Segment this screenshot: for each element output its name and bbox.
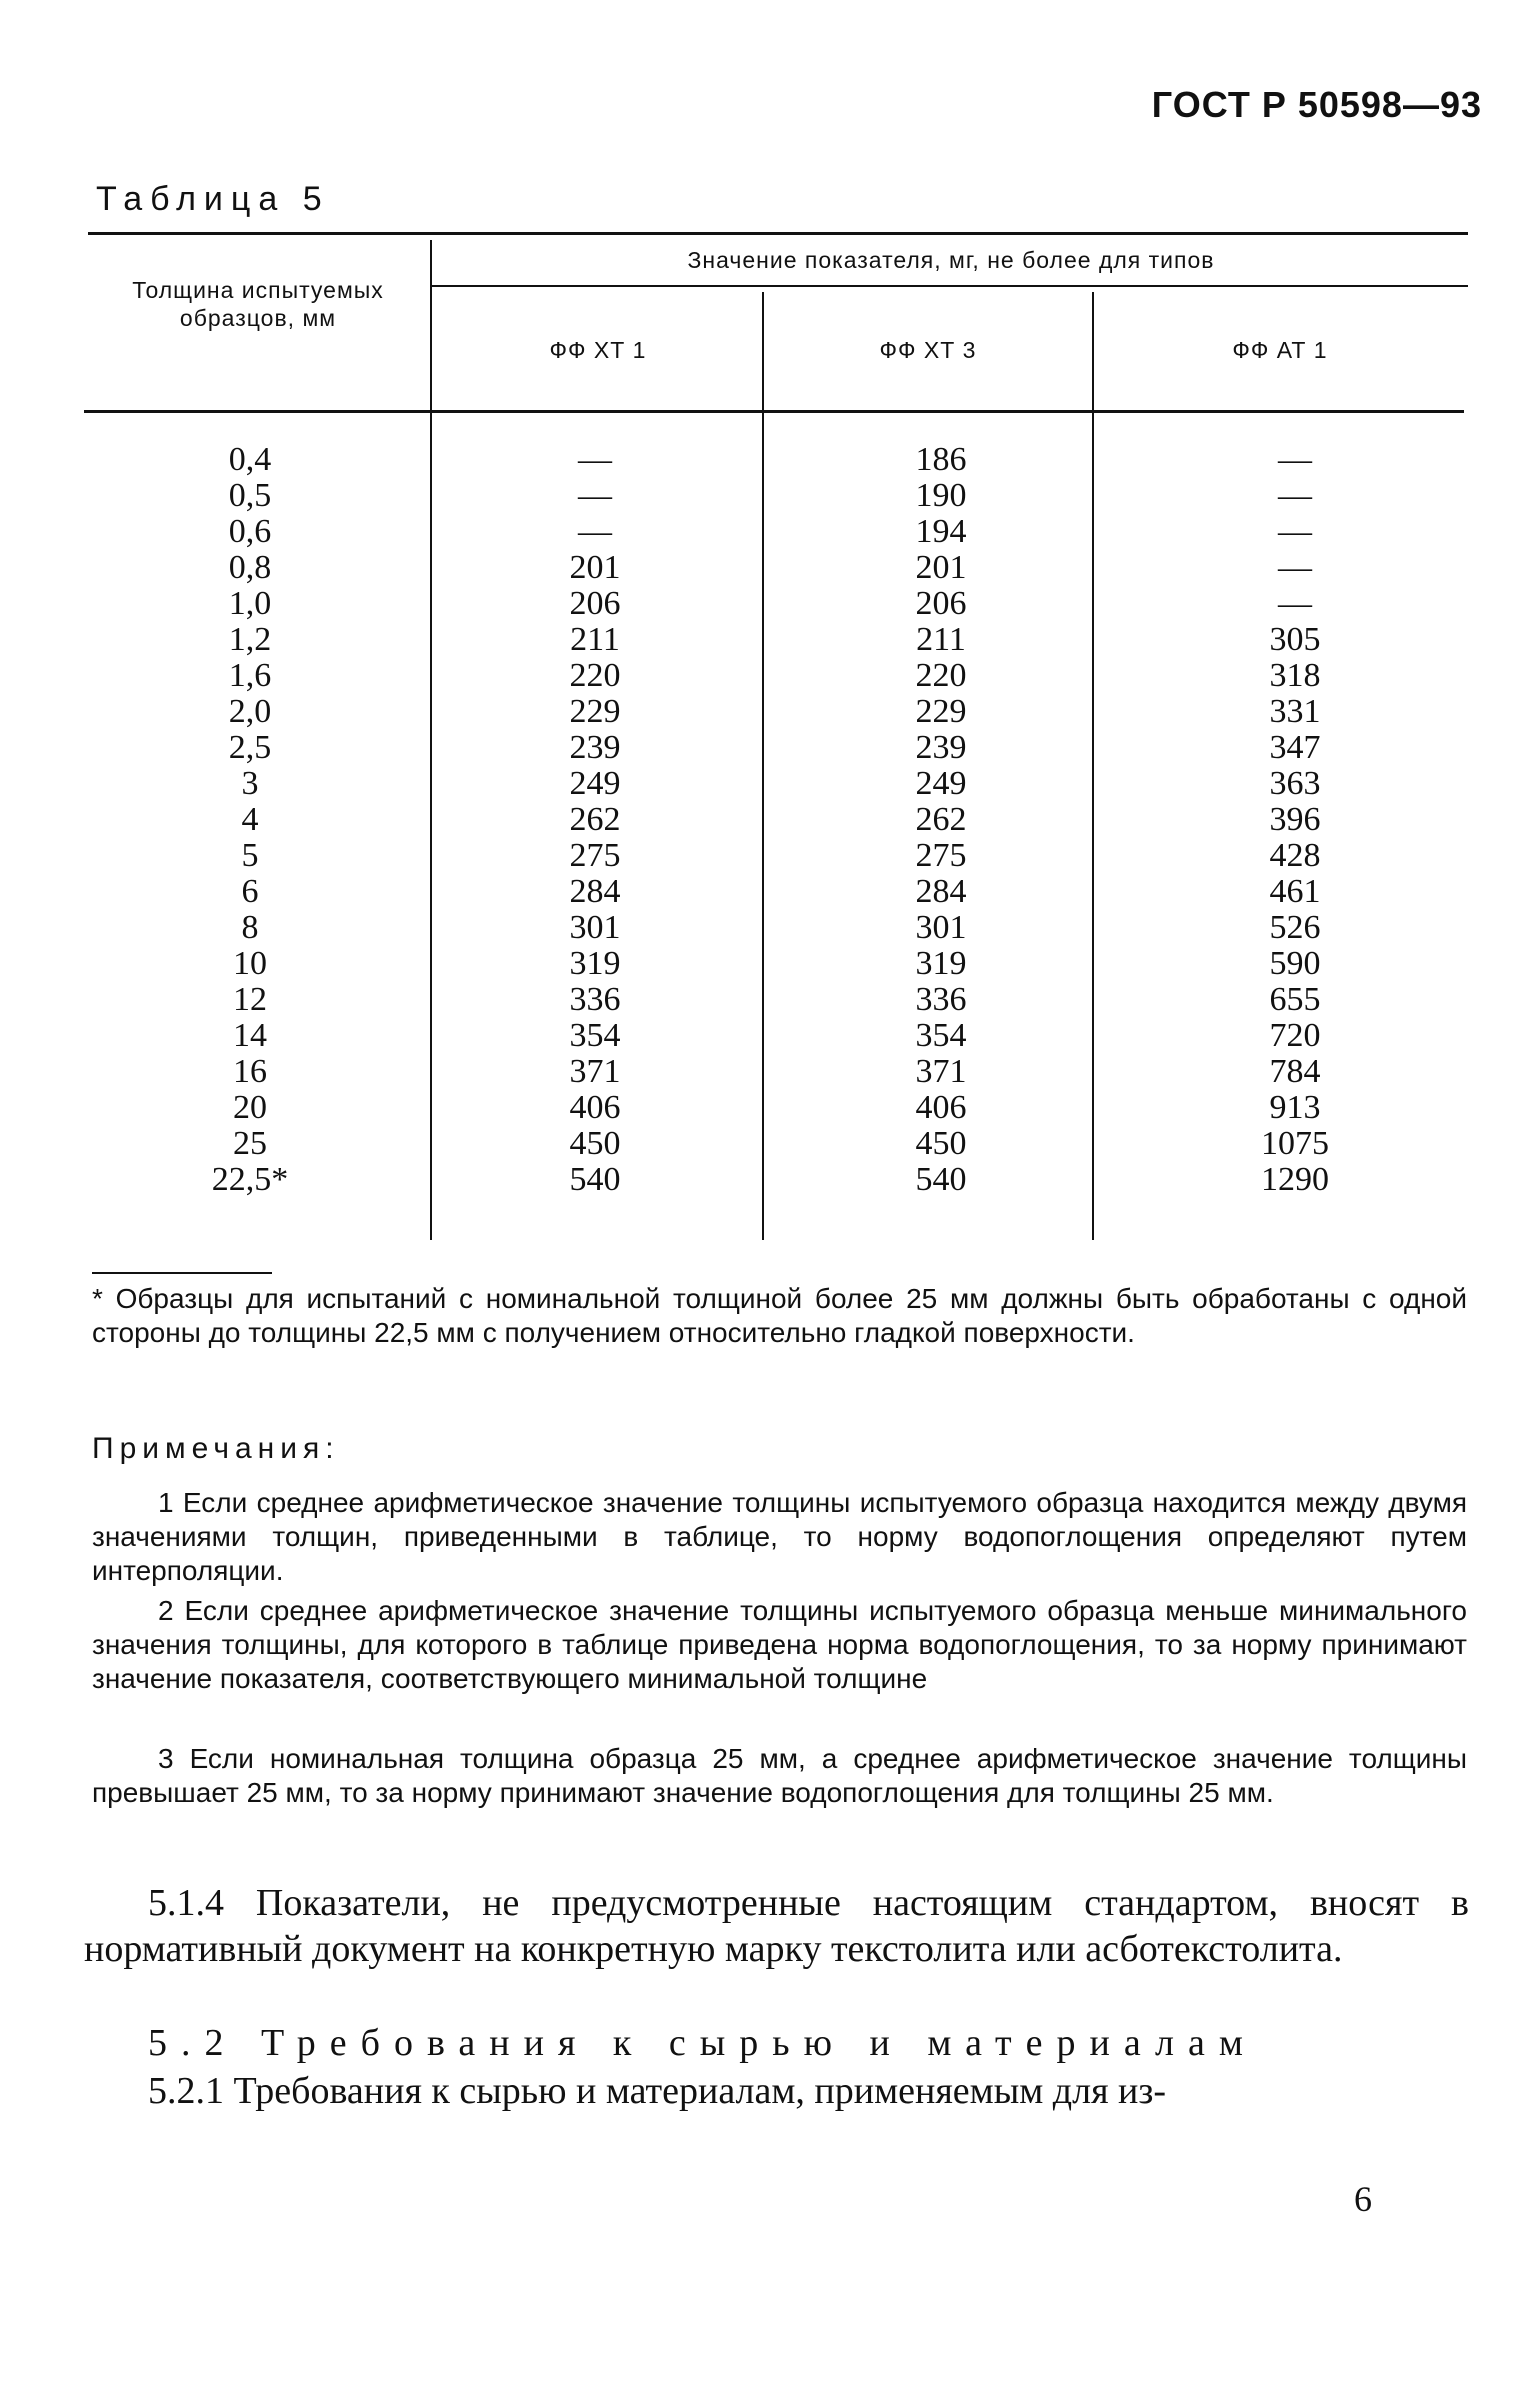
ff-at1-cell: — xyxy=(1278,585,1312,622)
ff-at1-cell: 347 xyxy=(1269,729,1321,766)
ff-xt3-cell: 354 xyxy=(915,1017,967,1054)
thickness-cell: 25 xyxy=(233,1125,267,1162)
ff-xt1-cell: 319 xyxy=(569,945,621,982)
ff-at1-cell: 655 xyxy=(1269,981,1321,1018)
ff-at1-cell: 396 xyxy=(1269,801,1321,838)
column-ff-xt3 xyxy=(846,442,1036,1198)
ff-xt3-cell: 229 xyxy=(915,693,967,730)
ff-xt3-cell: 262 xyxy=(915,801,967,838)
ff-xt1-cell: 354 xyxy=(569,1017,621,1054)
header-col-ff-xt3: ФФ ХТ 3 xyxy=(879,337,977,363)
ff-xt3-cell: 206 xyxy=(915,585,967,622)
column-thickness xyxy=(160,442,340,1198)
ff-xt3-cell: 190 xyxy=(915,477,967,514)
table-vrule-2 xyxy=(762,292,764,1240)
ff-xt1-cell: 371 xyxy=(569,1053,621,1090)
header-group: Значение показателя, мг, не более для типов xyxy=(687,247,1215,273)
ff-at1-cell: 428 xyxy=(1269,837,1321,874)
thickness-cell: 16 xyxy=(233,1053,267,1090)
ff-xt3-cell: 371 xyxy=(915,1053,967,1090)
ff-xt1-cell: 262 xyxy=(569,801,621,838)
ff-xt1-cell: — xyxy=(578,477,612,514)
ff-xt3-cell: 319 xyxy=(915,945,967,982)
thickness-cell: 3 xyxy=(241,765,259,802)
ff-xt3-cell: 540 xyxy=(915,1161,967,1198)
table-group-rule xyxy=(432,285,1468,287)
ff-xt1-cell: 201 xyxy=(569,549,621,586)
thickness-cell: 2,5 xyxy=(228,729,272,766)
thickness-cell: 5 xyxy=(241,837,259,874)
ff-xt1-cell: 450 xyxy=(569,1125,621,1162)
ff-at1-cell: 720 xyxy=(1269,1017,1321,1054)
standard-header: ГОСТ Р 50598—93 xyxy=(1151,84,1482,125)
note-3: 3 Если номинальная толщина образца 25 мм, а среднее арифметическое значение толщины превышает 25 мм, то за норму принимают значение водопоглощения для толщины 25 мм. xyxy=(92,1743,1467,1808)
ff-at1-cell: 784 xyxy=(1269,1053,1321,1090)
table-top-rule xyxy=(88,232,1468,235)
footnote: * Образцы для испытаний с номинальной толщиной более 25 мм должны быть обработаны с одной стороны до толщины 22,5 мм с получением относительно гладкой поверхности. xyxy=(92,1283,1467,1348)
ff-xt1-cell: 220 xyxy=(569,657,621,694)
ff-xt1-cell: — xyxy=(578,441,612,478)
ff-at1-cell: — xyxy=(1278,477,1312,514)
thickness-cell: 0,6 xyxy=(228,513,272,550)
section-heading-5-2: 5.2 Требования к сырью и материалам xyxy=(148,2022,1257,2064)
note-1: 1 Если среднее арифметическое значение толщины испытуемого образца находится между двумя значениями толщин, приведенными в таблице, то норму водопоглощения определяют путем интерполяции. xyxy=(92,1487,1467,1586)
thickness-cell: 0,5 xyxy=(228,477,272,514)
ff-at1-cell: — xyxy=(1278,441,1312,478)
ff-xt3-cell: 336 xyxy=(915,981,967,1018)
thickness-cell: 12 xyxy=(233,981,267,1018)
thickness-cell: 10 xyxy=(233,945,267,982)
thickness-cell: 14 xyxy=(233,1017,267,1054)
thickness-cell: 1,6 xyxy=(228,657,272,694)
ff-xt1-cell: 301 xyxy=(569,909,621,946)
ff-xt3-cell: 450 xyxy=(915,1125,967,1162)
ff-at1-cell: 305 xyxy=(1269,621,1321,658)
ff-xt3-cell: 249 xyxy=(915,765,967,802)
ff-xt1-cell: 540 xyxy=(569,1161,621,1198)
thickness-cell: 1,2 xyxy=(228,621,272,658)
ff-xt3-cell: 211 xyxy=(916,621,966,658)
thickness-cell: 8 xyxy=(241,909,259,946)
note-2: 2 Если среднее арифметическое значение толщины испытуемого образца меньше минимального значения толщины, для которого в таблице приведена норма водопоглощения, то за норму принимают значение показателя, соответствующего минимальной толщине xyxy=(92,1595,1467,1694)
ff-at1-cell: 590 xyxy=(1269,945,1321,982)
notes-title: Примечания: xyxy=(92,1432,340,1465)
ff-at1-cell: 1290 xyxy=(1261,1161,1329,1198)
ff-xt3-cell: 194 xyxy=(915,513,967,550)
column-ff-at1 xyxy=(1200,442,1390,1198)
table-caption: Таблица 5 xyxy=(96,180,330,218)
thickness-cell: 22,5* xyxy=(211,1161,289,1198)
ff-at1-cell: 363 xyxy=(1269,765,1321,802)
ff-at1-cell: 913 xyxy=(1269,1089,1321,1126)
table-vrule-1 xyxy=(430,240,432,1240)
ff-at1-cell: 461 xyxy=(1269,873,1321,910)
thickness-cell: 4 xyxy=(241,801,259,838)
thickness-cell: 0,8 xyxy=(228,549,272,586)
table-header-rule xyxy=(84,410,1464,413)
column-ff-xt1 xyxy=(500,442,690,1198)
ff-xt3-cell: 275 xyxy=(915,837,967,874)
page-number: 6 xyxy=(1354,2179,1372,2219)
thickness-cell: 20 xyxy=(233,1089,267,1126)
paragraph-5-1-4: 5.1.4 Показатели, не предусмотренные настоящим стандартом, вносят в нормативный документ на конкретную марку текстолита или асботекстолита. xyxy=(84,1882,1469,1970)
ff-xt1-cell: 284 xyxy=(569,873,621,910)
thickness-cell: 0,4 xyxy=(228,441,272,478)
ff-xt3-cell: 201 xyxy=(915,549,967,586)
ff-at1-cell: — xyxy=(1278,549,1312,586)
ff-at1-cell: 331 xyxy=(1269,693,1321,730)
ff-xt3-cell: 220 xyxy=(915,657,967,694)
ff-xt3-cell: 284 xyxy=(915,873,967,910)
ff-at1-cell: 1075 xyxy=(1261,1125,1329,1162)
thickness-cell: 2,0 xyxy=(228,693,272,730)
thickness-cell: 1,0 xyxy=(228,585,272,622)
ff-xt3-cell: 301 xyxy=(915,909,967,946)
ff-at1-cell: — xyxy=(1278,513,1312,550)
ff-at1-cell: 526 xyxy=(1269,909,1321,946)
thickness-cell: 6 xyxy=(241,873,259,910)
ff-xt1-cell: 211 xyxy=(570,621,620,658)
header-col-ff-at1: ФФ АТ 1 xyxy=(1232,337,1328,363)
ff-xt3-cell: 406 xyxy=(915,1089,967,1126)
ff-xt1-cell: 206 xyxy=(569,585,621,622)
ff-xt1-cell: 406 xyxy=(569,1089,621,1126)
ff-at1-cell: 318 xyxy=(1269,657,1321,694)
ff-xt3-cell: 186 xyxy=(915,441,967,478)
ff-xt1-cell: — xyxy=(578,513,612,550)
ff-xt1-cell: 229 xyxy=(569,693,621,730)
ff-xt1-cell: 336 xyxy=(569,981,621,1018)
table-vrule-3 xyxy=(1092,292,1094,1240)
footnote-rule xyxy=(92,1272,272,1274)
ff-xt1-cell: 249 xyxy=(569,765,621,802)
ff-xt3-cell: 239 xyxy=(915,729,967,766)
header-col-ff-xt1: ФФ ХТ 1 xyxy=(549,337,647,363)
header-thickness: Толщина испытуемых образцов, мм xyxy=(132,277,384,331)
ff-xt1-cell: 239 xyxy=(569,729,621,766)
ff-xt1-cell: 275 xyxy=(569,837,621,874)
paragraph-5-2-1: 5.2.1 Требования к сырью и материалам, применяемым для из- xyxy=(148,2070,1167,2112)
